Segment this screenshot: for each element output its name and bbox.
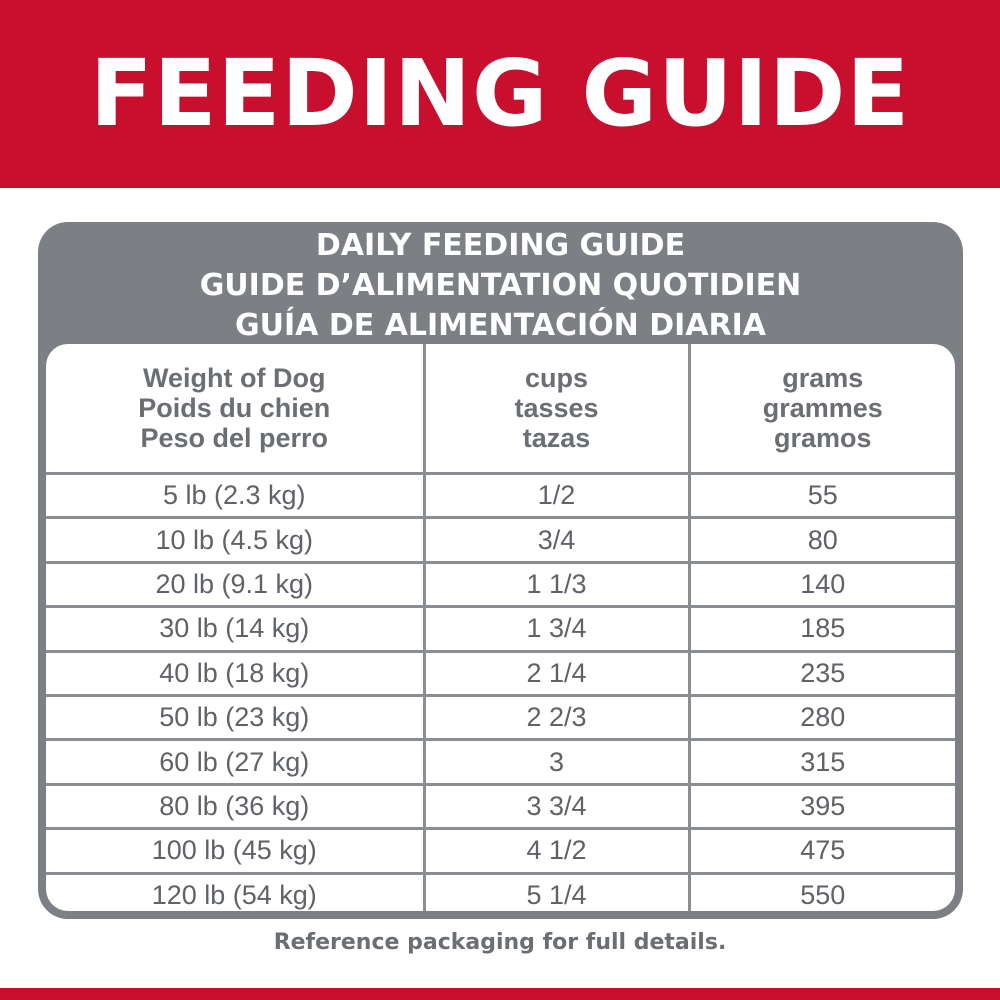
cups-cell: 1/2 (424, 474, 689, 518)
bottom-bar (0, 988, 1000, 1000)
weight-cell: 40 lb (18 kg) (46, 651, 424, 695)
grams-cell: 55 (689, 474, 955, 518)
grams-cell: 280 (689, 695, 955, 739)
header-cups (424, 344, 689, 474)
weight-cell: 5 lb (2.3 kg) (46, 474, 424, 518)
card-title (38, 228, 963, 343)
table-row (46, 474, 955, 518)
cups-cell: 2 1/4 (424, 651, 689, 695)
weight-cell: 100 lb (45 kg) (46, 829, 424, 873)
feeding-table (46, 344, 955, 911)
cups-cell: 2 2/3 (424, 695, 689, 739)
cups-cell: 3 3/4 (424, 784, 689, 828)
card-title-english: DAILY FEEDING GUIDE (315, 227, 686, 263)
weight-cell: 80 lb (36 kg) (46, 784, 424, 828)
table-row (46, 651, 955, 695)
header-cups-es: tazas (522, 423, 591, 453)
grams-cell: 395 (689, 784, 955, 828)
cups-cell: 5 1/4 (424, 873, 689, 911)
weight-cell: 60 lb (27 kg) (46, 740, 424, 784)
page-title: FEEDING GUIDE (89, 40, 911, 147)
header-grams-es: gramos (773, 423, 872, 453)
weight-cell: 50 lb (23 kg) (46, 695, 424, 739)
grams-cell: 550 (689, 873, 955, 911)
card-title-french: GUIDE D’ALIMENTATION QUOTIDIEN (199, 267, 802, 303)
grams-cell: 315 (689, 740, 955, 784)
header-weight-en: Weight of Dog (143, 363, 326, 393)
header-grams-fr: grammes (762, 393, 883, 423)
cups-cell: 1 3/4 (424, 607, 689, 651)
header-weight-fr: Poids du chien (138, 393, 331, 423)
header-weight-es: Peso del perro (140, 423, 329, 453)
table-row (46, 607, 955, 651)
table-row (46, 695, 955, 739)
weight-cell: 10 lb (4.5 kg) (46, 518, 424, 562)
header-cups-fr: tasses (514, 393, 599, 423)
cups-cell: 1 1/3 (424, 562, 689, 606)
table-header-row (46, 344, 955, 474)
cups-cell: 4 1/2 (424, 829, 689, 873)
table-row (46, 784, 955, 828)
header-grams-en: grams (782, 363, 864, 393)
table-row (46, 873, 955, 911)
weight-cell: 30 lb (14 kg) (46, 607, 424, 651)
footnote: Reference packaging for full details. (273, 930, 727, 955)
table-row (46, 562, 955, 606)
grams-cell: 80 (689, 518, 955, 562)
weight-cell: 20 lb (9.1 kg) (46, 562, 424, 606)
feeding-guide-card (38, 222, 963, 919)
header-weight (46, 344, 424, 474)
feeding-table-container (46, 344, 955, 911)
grams-cell: 185 (689, 607, 955, 651)
cups-cell: 3 (424, 740, 689, 784)
grams-cell: 475 (689, 829, 955, 873)
grams-cell: 235 (689, 651, 955, 695)
header-banner (0, 0, 1000, 188)
card-title-spanish: GUÍA DE ALIMENTACIÓN DIARIA (235, 307, 766, 343)
weight-cell: 120 lb (54 kg) (151, 879, 317, 910)
header-grams (689, 344, 955, 474)
header-cups-en: cups (524, 363, 589, 393)
table-row (46, 518, 955, 562)
grams-cell: 140 (689, 562, 955, 606)
cups-cell: 3/4 (424, 518, 689, 562)
table-row (46, 829, 955, 873)
table-row (46, 740, 955, 784)
